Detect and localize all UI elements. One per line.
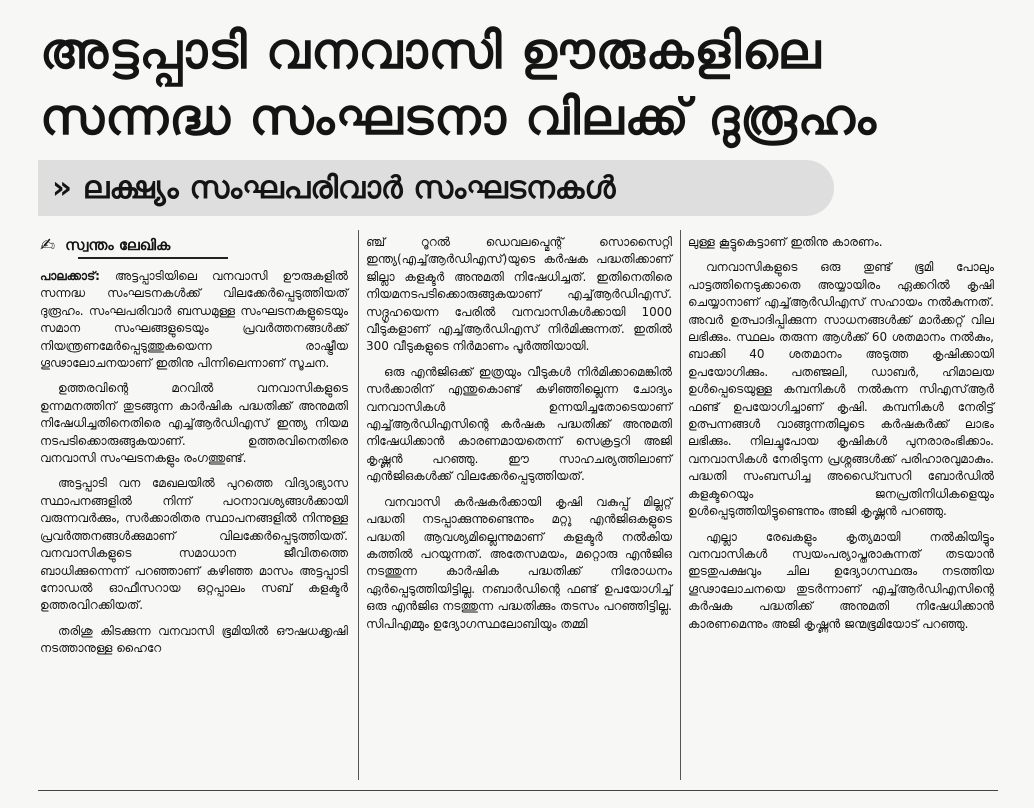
headline-line-1: അട്ടപ്പാടി വനവാസി ഊരുകളിലെ [40, 22, 822, 80]
paragraph: വനവാസി കർഷകർക്കായി കൃഷി വകുപ്പ് മില്ലറ്റ് പദ്ധതി നടപ്പാക്കുന്നുണ്ടെന്നും മറ്റു എൻജിഒകളുടെ പദ്ധതി ആവശ്യമില്ലെന്നുമാണ് കളക്ടർ നൽകിയ കത്തിൽ പറയുന്നത്. അതേസമയം, മറ്റൊരു എൻജിഒ നടത്തുന്ന കാർഷിക പദ്ധതിക്ക് നിരോധനം ഏർപ്പെടുത്തിയിട്ടില്ല. നബാർഡിന്റെ ഫണ്ട് ഉപയോഗിച്ച് ഒരു എൻജിഒ നടത്തുന്ന പദ്ധതിക്കും തടസം പറഞ്ഞിട്ടില്ല. സിപിഎമ്മും ഉദ്യോഗസ്ഥലോബിയും തമ്മി [366, 494, 672, 631]
paragraph: അട്ടപ്പാടി വന മേഖലയിൽ പുറത്തെ വിദ്യാഭ്യാസ സ്ഥാപനങ്ങളിൽ നിന്ന് പഠനാവശ്യങ്ങൾക്കായി വരുന്നവർക്കും, സർക്കാരിതര സ്ഥാപനങ്ങളിൽ നിന്നുള്ള പ്രവർത്തനങ്ങൾക്കുമാണ് വിലക്കേർപ്പെടുത്തിയത്. വനവാസികളുടെ സമാധാന ജീവിതത്തെ ബാധിക്കുന്നെന്ന് പറഞ്ഞാണ് കഴിഞ്ഞ മാസം അട്ടപ്പാടി നോഡൽ ഓഫീസറായ ഒറ്റപ്പാലം സബ് കളക്ടർ ഉത്തരവിറക്കിയത്. [40, 476, 348, 613]
paragraph: എല്ലാ രേഖകളും കൃത്യമായി നൽകിയിട്ടും വനവാസികൾ സ്വയംപര്യാപ്തരാകുന്നത് തടയാൻ ഇടതുപക്ഷവും ചില ഉദ്യോഗസ്ഥരും നടത്തിയ ഗൂഢാലോചനയെ തുടർന്നാണ് എച്ച്ആർഡിഎസിന്റെ കർഷക പദ്ധതിക്ക് അനുമതി നിഷേധിക്കാൻ കാരണമെന്നും അജി കൃഷ്ണൻ ജന്മഭൂമിയോട് പറഞ്ഞു. [688, 529, 994, 631]
column-divider [358, 230, 359, 780]
subheading-marker: » [52, 170, 73, 206]
bottom-rule [38, 790, 998, 791]
headline [40, 18, 1000, 150]
dateline: പാലക്കാട്: [40, 269, 100, 283]
byline [40, 232, 170, 258]
byline-text: സ്വന്തം ലേഖിക [65, 236, 171, 254]
article-column-1 [40, 268, 348, 666]
article-column-2 [366, 234, 672, 641]
subheading [52, 160, 615, 216]
paragraph [40, 268, 348, 372]
paragraph-text: അട്ടപ്പാടിയിലെ വനവാസി ഊരുകളിൽ സന്നദ്ധ സംഘടനകൾക്ക് വിലക്കേർപ്പെടുത്തിയത് ദുരൂഹം. സംഘപരിവാർ ബന്ധമുള്ള സംഘടനകളുടെയും സമാന സംഘങ്ങളുടെയും പ്രവർത്തനങ്ങൾക്ക് നിയന്ത്രണമേർപ്പെടുത്തുകയെന്ന രാഷ്ട്രീയ ഗൂഢാലോചനയാണ് ഇതിനു പിന്നിലെന്നാണ് സൂചന. [40, 269, 348, 371]
headline-line-2: സന്നദ്ധ സംഘടനാ വിലക്ക് ദുരൂഹം [40, 88, 877, 146]
subheading-text: ലക്ഷ്യം സംഘപരിവാർ സംഘടനകൾ [82, 170, 616, 206]
paragraph: വനവാസികളുടെ ഒരു തുണ്ട് ഭൂമി പോലും പാട്ടത്തിനെടുക്കാതെ അയ്യായിരം ഏക്കറിൽ കൃഷി ചെയ്യാനാണ് എച്ച്ആർഡിഎസ് സഹായം നൽകുന്നത്. അവർ ഉത്പാദിപ്പിക്കുന്ന സാധനങ്ങൾക്ക് മാർക്കറ്റ് വില ലഭിക്കും. സ്ഥലം തരുന്ന ആൾക്ക് 60 ശതമാനം നൽകും, ബാക്കി 40 ശതമാനം അടുത്ത കൃഷിക്കായി ഉപയോഗിക്കും. പതഞ്ജലി, ഡാബർ, ഹിമാലയ ഉൾപ്പെടെയുള്ള കമ്പനികൾ നൽകുന്ന സിഎസ്ആർ ഫണ്ട് ഉപയോഗിച്ചാണ് കൃഷി. കമ്പനികൾ നേരിട്ട് ഉത്പന്നങ്ങൾ വാങ്ങുന്നതിലൂടെ കർഷകർക്ക് ലാഭം ലഭിക്കും. നിലച്ചുപോയ കൃഷികൾ പുനരാരംഭിക്കാം. വനവാസികൾ നേരിടുന്ന പ്രശ്നങ്ങൾക്ക് പരിഹാരവുമാകും. പദ്ധതി സംബന്ധിച്ച അഡൈ്വസറി ബോർഡിൽ കളക്ടറെയും ജനപ്രതിനിധികളെയും ഉൾപ്പെടുത്തിയിട്ടുണ്ടെന്നും അജി കൃഷ്ണൻ പറഞ്ഞു. [688, 260, 994, 519]
byline-underline [78, 257, 228, 259]
article-column-3 [688, 234, 994, 641]
pen-icon: ✍ [40, 234, 56, 256]
paragraph: ഉത്തരവിന്റെ മറവിൽ വനവാസികളുടെ ഉന്നമനത്തിന് തുടങ്ങുന്ന കാർഷിക പദ്ധതിക്ക് അനുമതി നിഷേധിച്ചതിനെതിരെ എച്ച്ആർഡിഎസ് ഇന്ത്യ നിയമ നടപടിക്കൊരുങ്ങുകയാണ്. ഉത്തരവിനെതിരെ വനവാസി സംഘടനകളും രംഗത്തുണ്ട്. [40, 381, 348, 466]
column-divider [680, 230, 681, 780]
paragraph: തരിശു കിടക്കുന്ന വനവാസി ഭൂമിയിൽ ഔഷധക്കൃഷി നടത്താനുള്ള ഹൈറേ [40, 623, 348, 656]
paragraph: ഞ്ച് റൂറൽ ഡെവലപ്മെന്റ് സൊസൈറ്റി ഇന്ത്യ(എച്ച്ആർഡിഎസ്)യുടെ കർഷക പദ്ധതിക്കാണ് ജില്ലാ കളക്ടർ അനുമതി നിഷേധിച്ചത്. ഇതിനെതിരെ നിയമനടപടിക്കൊരുങ്ങുകയാണ് എച്ച്ആർഡിഎസ്. സദ്ഗൃഹയെന്ന പേരിൽ വനവാസികൾക്കായി 1000 വീടുകളാണ് എച്ച്ആർഡിഎസ് നിർമിക്കുന്നത്. ഇതിൽ 300 വീടുകളുടെ നിർമാണം പൂർത്തിയായി. [366, 235, 672, 354]
paragraph: ലുള്ള കൂട്ടുകെട്ടാണ് ഇതിനു കാരണം. [688, 235, 883, 249]
paragraph: ഒരു എൻജിഒക്ക് ഇത്രയും വീടുകൾ നിർമിക്കാമെങ്കിൽ സർക്കാരിന് എന്തുകൊണ്ട് കഴിഞ്ഞില്ലെന്ന ചോദ്യം വനവാസികൾ ഉന്നയിച്ചതോടെയാണ് എച്ച്ആർഡിഎസിന്റെ കർഷക പദ്ധതിക്ക് അനുമതി നിഷേധിക്കാൻ കാരണമായതെന്ന് സെക്രട്ടറി അജി കൃഷ്ണൻ പറഞ്ഞു. ഈ സാഹചര്യത്തിലാണ് എൻജിഒകൾക്ക് വിലക്കേർപ്പെടുത്തിയത്. [366, 364, 672, 484]
